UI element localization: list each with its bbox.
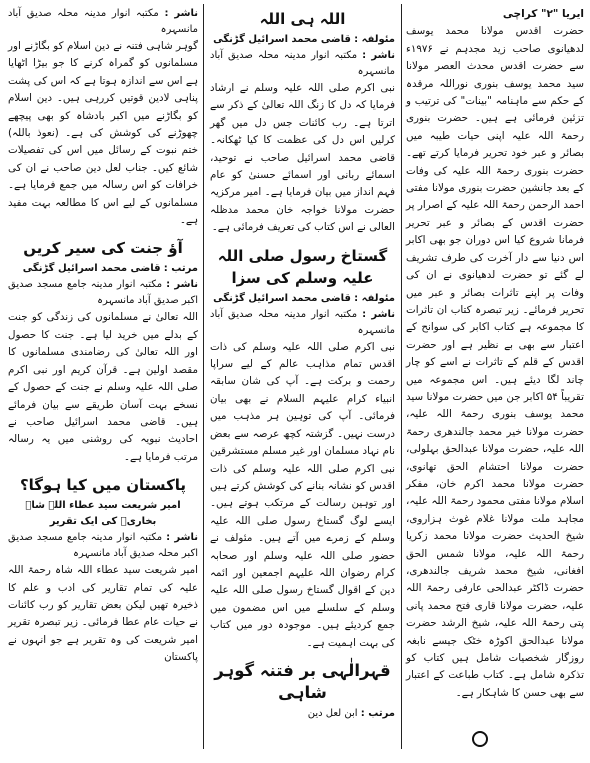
compiler-name: ابن لعل دین <box>307 707 358 719</box>
review-article <box>210 660 395 722</box>
circle-ornament-icon <box>472 731 488 747</box>
article-title: گستاخ رسول صلی اللہ علیہ وسلم کی سزا <box>217 246 388 287</box>
review-article <box>8 237 198 466</box>
author-line <box>210 291 395 307</box>
middle-column <box>210 6 395 722</box>
review-article <box>210 8 395 237</box>
author-label: مئولفہ : <box>354 292 395 304</box>
article-title: اللہ ہی اللہ <box>259 10 346 28</box>
publisher-line <box>210 48 395 80</box>
publisher-name: مکتبہ انوار مدینہ جامع مسجد صدیق اکبر صدیق آباد مانسہرہ <box>8 279 198 307</box>
author-label: مئولفہ : <box>354 34 395 45</box>
compiler-name: قاضی محمد اسرائیل گڑنگی <box>22 263 161 275</box>
article-body: گوہر شاہی فتنہ نے دین اسلام کو بگاڑنے اور مسلمانوں کو گمراہ کرنے کا جو بیڑا اٹھایا ہے اس سے اندازہ ہوتا ہے کہ اس کی پشت پناہی لادین قوتیں کررہی ہیں۔ دین اسلام کو بگاڑنے میں اکبر بادشاہ کو بھی پیچھے چھوڑنے کی کوشش کی ہے۔ (نعوذ باللہ) ختم نبوت کے رسائل میں اس کی تفصیلات شائع کیں۔ جناب لعل دین صاحب نے ان کی خرافات کو اس رسالہ میں جمع فرمایا ہے۔ مسلمانوں کے لیے اس کا مطالعہ بہت مفید ہے۔ <box>8 40 198 227</box>
review-body: حضرت اقدس مولانا محمد یوسف لدھیانوی صاحب زید مجدہم نے ۱۹۷۶ء سے حضرت اقدس محدث العصر مولانا سید محمد یوسف بنوری نوراللہ مرقدہ کے حکم سے ماہنامہ "بینات" کی ترتیب و تزئین فرمائی ہے ہیں۔ حضرت بنوری رحمۃ اللہ علیہ اپنی حیات طیبہ میں بصائر و عبر خود تحریر فرمایا کرتے تھے۔ حضرت بنوری رحمۃ اللہ علیہ کی وفات کے بعد جانشین حضرت بنوری مولانا مفتی احمد الرحمن رحمۃ اللہ علیہ کے اصرار پر حضرت اقدس کے بصائر و عبر تحریر فرمانا شروع کیا اس دوران جو بھی اکابر اس دنیا سے دار آخرت کی طرف تشریف لے گئے تو حضرت لدھیانوی نے ان کی وفات پر اپنے تاثرات بصائر و عبر میں تحریر فرمائے۔ زیر تبصرہ کتاب ان تاثرات کا مجموعہ ہے کتاب اکابر کی سوانح کے اعتبار سے بھی بے نظیر ہے اور حضرت اقدس کے قلم کے تاثرات نے اسے کو چار چاند لگا دیئے ہیں۔ اس مجموعہ میں تقریباً ۵۴ اکابر جن میں حضرت مولانا سید محمد یوسف بنوری رحمۃ اللہ علیہ، حضرت مولانا خیر محمد جالندھری رحمۃ اللہ علیہ، حضرت مولانا عبدالحق بہلولی، حضرت مولانا احتشام الحق تھانوی، حضرت مولانا محمد اکرم خان، مفکر اسلام مولانا مفتی محمود رحمۃ اللہ علیہ، مجاہد ملت مولانا غلام غوث ہزاروی، شیخ الحدیث حضرت مولانا محمد زکریا رحمۃ اللہ علیہ، مولانا شمس الحق افغانی، شیخ محمد شریف جالندھری، حضرت ڈاکٹر عبدالحی عارفی رحمۃ اللہ علیہ، حضرت مولانا قاری فتح محمد پانی پتی رحمۃ اللہ علیہ، شیخ الرشد حضرت مولانا عبدالحق اکوڑہ خٹک جیسے نابغہ روزگار شخصیات شامل ہیں کتاب کو تذکرہ شامل ہے۔ کتاب طباعت کے اعتبار سے بھی حسن کا شاہکار ہے۔ <box>406 25 584 699</box>
publisher-line <box>8 530 198 562</box>
publisher-line <box>8 6 198 38</box>
author-line <box>210 32 395 48</box>
right-column <box>406 6 584 702</box>
publisher-label: ناشر : <box>166 279 198 291</box>
author-name: قاضی محمد اسرائیل گڑنگی <box>213 34 351 45</box>
article-body: نبی اکرم صلی اللہ علیہ وسلم نے ارشاد فرمایا کہ دل کا زنگ اللہ تعالیٰ کے ذکر سے اترتا ہے۔ رب کائنات جس دل میں گھر کرلیں اس دل کی عظمت کا کیا ٹھکانہ۔ قاضی محمد اسرائیل صاحب نے توحید، اسمائے ربانی اور اسمائے حسنیٰ کو عام فہم انداز میں بیان فرمایا ہے۔ امیر مرکزیہ حضرت مولانا خواجہ خان محمد مدظلہ العالی نے اس کتاب کی تعریف فرمائی ہے۔ <box>210 82 395 234</box>
compiler-label: مرتب : <box>360 707 395 719</box>
publisher-label: ناشر : <box>362 50 395 61</box>
publisher-line <box>8 277 198 309</box>
review-article <box>8 474 198 666</box>
article-subtitle: امیر شریعت سید عطاء اللہ شاہ بخاریؒ کی ایک تقریر <box>25 500 181 528</box>
article-body: اللہ تعالیٰ نے مسلمانوں کی زندگی کو جنت کے بدلے میں خرید لیا ہے۔ جنت کا حصول اور اللہ تعالیٰ کی رضامندی مسلمانوں کا مقصد اولین ہے۔ قرآن کریم اور نبی اکرم صلی اللہ علیہ وسلم نے جنت کے حصول کے نسخے بہت آسان طریقے سے بیان فرمائے ہیں۔ قاضی محمد اسرائیل صاحب نے احادیث نبویہ کی روشنی میں یہ رسالہ مرتب فرمایا ہے۔ <box>8 311 198 463</box>
publisher-name: مکتبہ انوار مدینہ محلہ صدیق آباد مانسہرہ <box>210 308 395 336</box>
article-body: نبی اکرم صلی اللہ علیہ وسلم کی ذات اقدس تمام مذاہب عالم کے لیے سراپا رحمت و برکت ہے۔ آپ کی شان سابقہ انبیاء کرام علیہم السلام نے بھی بیان فرمائی۔ آپ کی توہین ہر مذہب میں درست نہیں۔ گزشتہ کچھ عرصہ سے بعض نام نہاد مسلمان اور غیر مسلم مستشرقین نبی اکرم صلی اللہ علیہ وسلم کی ذات اقدس کو نشانہ بنانے کی کوشش کرتے ہیں اور توہین رسالت کے مرتکب ہوتے ہیں۔ ایسے لوگ گستاخ رسول صلی اللہ علیہ وسلم کے زمرے میں آتے ہیں۔ مئولف نے حضور صلی اللہ علیہ وسلم اور صحابہ کرام رضوان اللہ علیہم اجمعین اور ائمہ دین کے اقوال گستاخ رسول صلی اللہ علیہ وسلم کے سلسلے میں اس مضمون میں جمع کردیئے ہیں۔ موجودہ دور میں کتاب کی بہت اہمیت ہے۔ <box>210 340 395 649</box>
article-title: آؤ جنت کی سیر کریں <box>23 239 183 258</box>
column-header: ایریا "۲" کراچی <box>502 8 584 20</box>
review-article <box>8 6 198 229</box>
article-body: امیر شریعت سید عطاء اللہ شاہ رحمۃ اللہ علیہ کی تمام تقاریر کی ادب و علم کا ذخیرہ تھیں لیکن بعض تقاریر کو رب کائنات نے حیات عام عطا فرمائی۔ زیر تبصرہ تقریر امیر شریعت کی وہ تقریر ہے جو انہوں نے پاکستان <box>8 564 198 664</box>
publisher-label: ناشر : <box>164 8 198 19</box>
publisher-label: ناشر : <box>166 532 198 544</box>
author-name: قاضی محمد اسرائیل گڑنگی <box>213 292 351 304</box>
column-divider <box>203 4 204 749</box>
compiler-label: مرتب : <box>163 263 198 275</box>
publisher-name: مکتبہ انوار مدینہ محلہ صدیق آباد مانسہرہ <box>8 8 198 35</box>
left-column <box>8 6 198 667</box>
publisher-name: مکتبہ انوار مدینہ جامع مسجد صدیق اکبر محلہ صدیق آباد مانسہرہ <box>8 532 198 560</box>
article-title: پاکستان میں کیا ہوگا؟ <box>19 476 187 495</box>
article-title: قہرالٰہی بر فتنہ گوہر شاہی <box>214 660 391 702</box>
publisher-name: مکتبہ انوار مدینہ محلہ صدیق آباد مانسہرہ <box>210 50 395 77</box>
publisher-line <box>210 307 395 339</box>
publisher-label: ناشر : <box>362 308 395 320</box>
compiler-line <box>210 706 395 722</box>
review-article <box>210 245 395 652</box>
compiler-line <box>8 261 198 277</box>
column-divider <box>401 4 402 749</box>
